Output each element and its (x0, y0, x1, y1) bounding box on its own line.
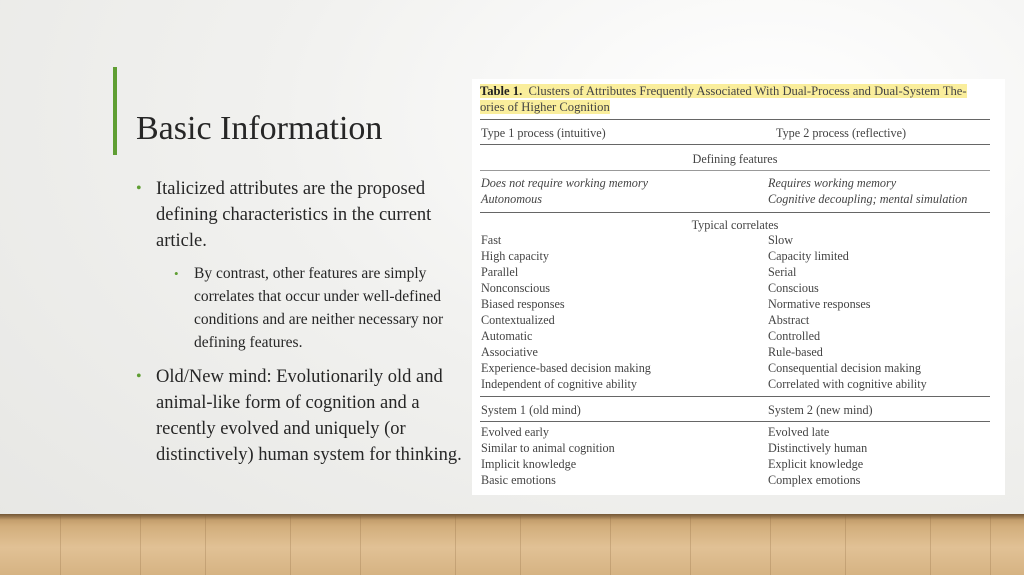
bullet-dot-icon: • (136, 180, 142, 197)
bullet-text: Old/New mind: Evolutionarily old and animal-like form of cognition and a recently evolved and uniquely (or distinctively) human system for thinking. (156, 367, 462, 465)
system-header: System 2 (new mind) (768, 403, 873, 417)
floor-plank-seam (455, 514, 456, 575)
table-caption (480, 84, 992, 115)
floor-shadow (0, 514, 1024, 520)
table-cell: Complex emotions (768, 473, 861, 487)
table-cell: Automatic (481, 329, 533, 343)
table-cell: Explicit knowledge (768, 457, 864, 471)
title-accent-bar (113, 67, 117, 155)
table-rule (480, 212, 990, 213)
column-header: Type 2 process (reflective) (776, 126, 907, 140)
table-cell: Similar to animal cognition (481, 441, 615, 455)
bullet-item (136, 176, 466, 254)
table-cell: Independent of cognitive ability (481, 377, 638, 391)
table-cell: Distinctively human (768, 441, 868, 455)
table-cell: Correlated with cognitive ability (768, 377, 927, 391)
table-cell: Biased responses (481, 297, 565, 311)
bullet-item (136, 364, 466, 468)
floor-plank-seam (990, 514, 991, 575)
table-rule (480, 144, 990, 145)
floor-plank-seam (690, 514, 691, 575)
table-cell: Parallel (481, 265, 519, 279)
bullet-text: By contrast, other features are simply correlates that occur under well-defined conditions and are neither necessary nor defining features. (194, 265, 444, 351)
dual-process-table (472, 79, 1005, 495)
table-cell: Experience-based decision making (481, 361, 651, 375)
floor-plank-seam (290, 514, 291, 575)
table-caption-label: Table 1. (480, 84, 523, 98)
floor-plank-seam (930, 514, 931, 575)
system-header: System 1 (old mind) (481, 403, 581, 417)
table-cell: Controlled (768, 329, 821, 343)
column-header: Type 1 process (intuitive) (481, 126, 606, 140)
table-cell: Serial (768, 265, 797, 279)
floor-plank-seam (60, 514, 61, 575)
sub-bullet-item (174, 262, 466, 354)
floor-plank-seam (360, 514, 361, 575)
table-cell: Contextualized (481, 313, 555, 327)
table-cell: Slow (768, 233, 794, 247)
table-cell: Abstract (768, 313, 810, 327)
table-cell: Evolved late (768, 425, 830, 439)
floor-plank-seam (205, 514, 206, 575)
table-cell: Normative responses (768, 297, 871, 311)
table-cell: Cognitive decoupling; mental simulation (768, 192, 968, 206)
table-cell: Basic emotions (481, 473, 556, 487)
slide-title: Basic Information (136, 110, 383, 147)
table-cell: Implicit knowledge (481, 457, 577, 471)
section-heading: Typical correlates (691, 218, 779, 232)
floor-plank-seam (520, 514, 521, 575)
table-cell: Capacity limited (768, 249, 849, 263)
table-rule (480, 170, 990, 171)
section-heading: Defining features (692, 152, 778, 166)
table-cell: Conscious (768, 281, 819, 295)
floor-plank-seam (770, 514, 771, 575)
table-cell: Requires working memory (768, 176, 897, 190)
table-cell: Consequential decision making (768, 361, 921, 375)
floor-plank-seam (610, 514, 611, 575)
bullet-dot-icon: • (174, 266, 179, 281)
floor-plank-seam (845, 514, 846, 575)
bullet-list (136, 176, 466, 468)
bullet-dot-icon: • (136, 368, 142, 385)
bullet-text: Italicized attributes are the proposed defining characteristics in the current article. (156, 179, 432, 251)
table-caption-text: ories of Higher Cognition (480, 99, 610, 114)
table-cell: Evolved early (481, 425, 550, 439)
table-cell: Nonconscious (481, 281, 551, 295)
table-cell: Rule-based (768, 345, 823, 359)
table-caption-text: Clusters of Attributes Frequently Associated With Dual-Process and Dual-System The- (528, 84, 967, 98)
wood-floor (0, 514, 1024, 575)
table-cell: Fast (481, 233, 502, 247)
table-rule (480, 119, 990, 120)
table-cell: Associative (481, 345, 538, 359)
floor-plank-seam (140, 514, 141, 575)
table-cell: Autonomous (481, 192, 542, 206)
table-rule (480, 421, 990, 422)
table-rule (480, 396, 990, 397)
table-cell: Does not require working memory (481, 176, 648, 190)
table-cell: High capacity (481, 249, 550, 263)
